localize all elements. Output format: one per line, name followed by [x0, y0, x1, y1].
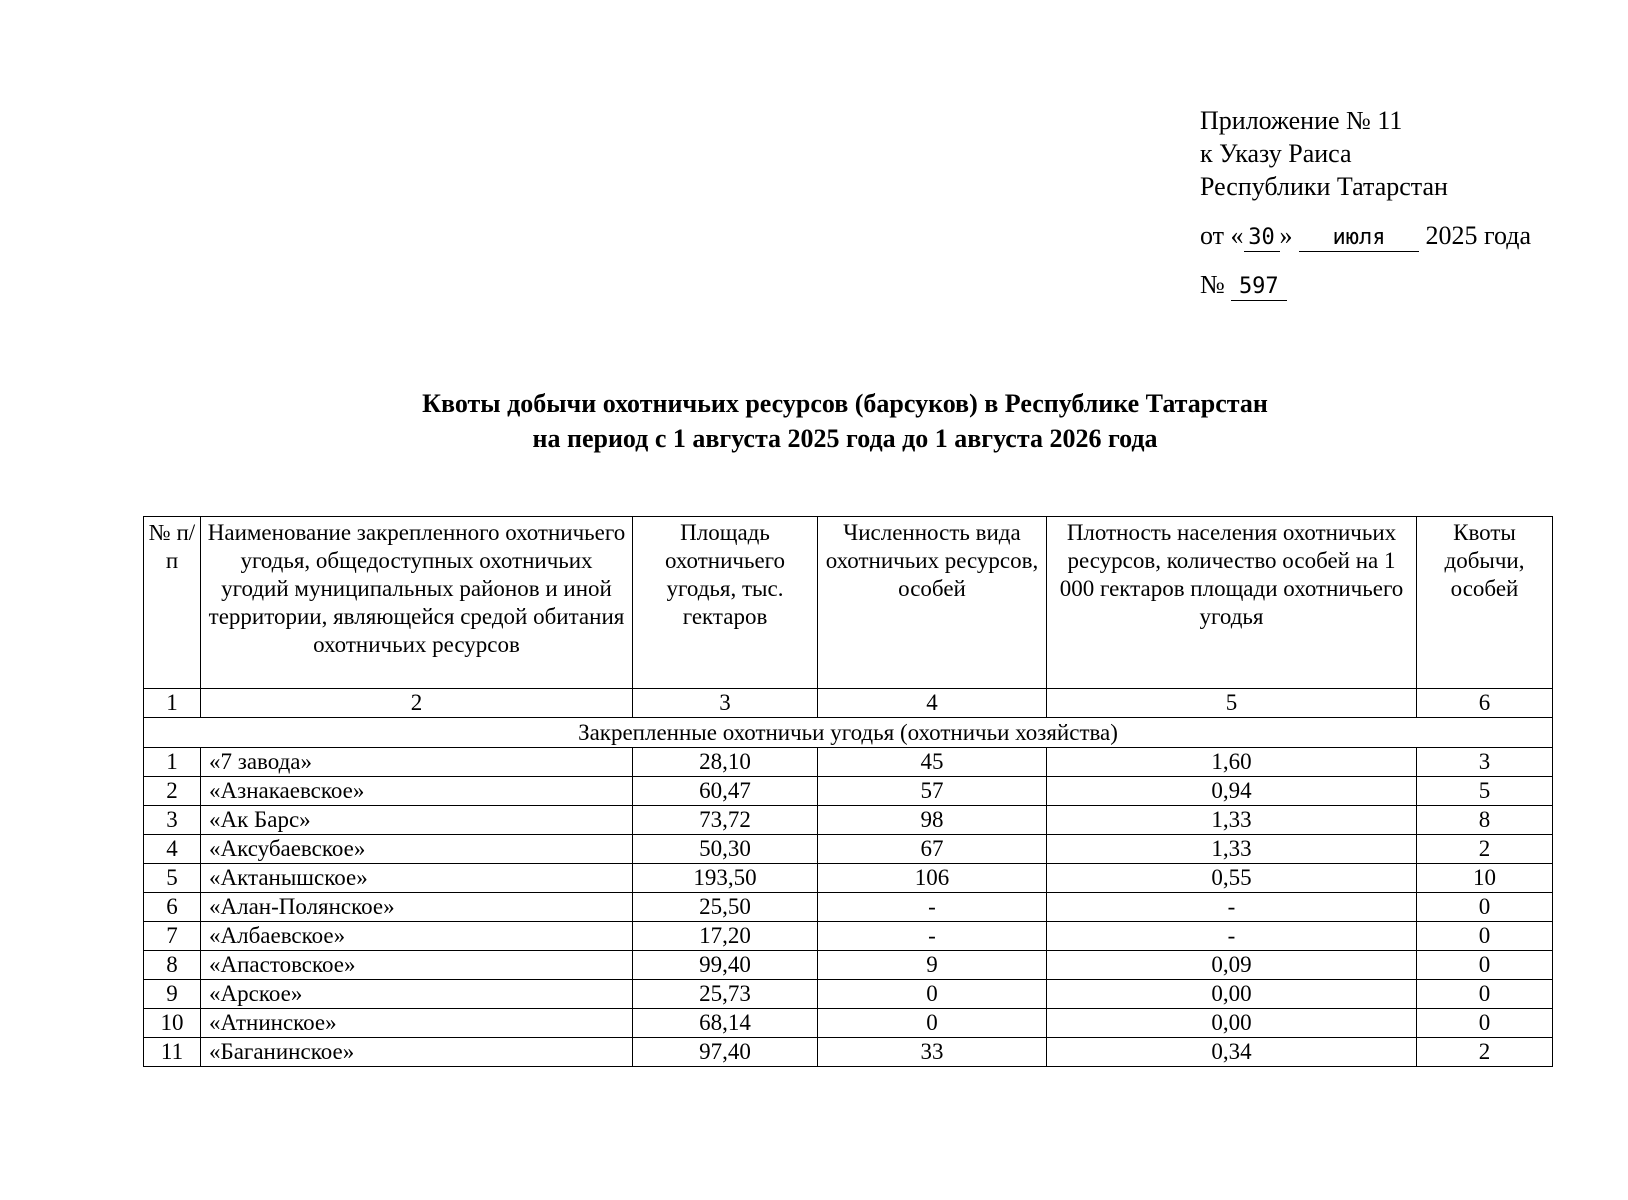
population-value: 57 — [818, 777, 1047, 806]
header-number: № п/п — [144, 517, 201, 689]
row-number: 4 — [144, 835, 201, 864]
section-title: Закрепленные охотничьи угодья (охотничьи хозяйства) — [144, 718, 1553, 748]
density-value: 0,00 — [1047, 1009, 1417, 1038]
title-line-2: на период с 1 августа 2025 года до 1 августа 2026 года — [532, 424, 1158, 453]
header-name: Наименование закрепленного охотничьего угодья, общедоступных охотничьих угодий муниципальных районов и иной территории, являющейся средой обитания охотничьих ресурсов — [201, 517, 633, 689]
row-number: 9 — [144, 980, 201, 1009]
quota-value: 10 — [1417, 864, 1553, 893]
population-value: 0 — [818, 1009, 1047, 1038]
density-value: 0,34 — [1047, 1038, 1417, 1067]
table-row — [144, 864, 1553, 893]
area-value: 97,40 — [633, 1038, 818, 1067]
table-row — [144, 893, 1553, 922]
row-number: 2 — [144, 777, 201, 806]
annex-number — [1200, 268, 1531, 301]
quota-value: 8 — [1417, 806, 1553, 835]
density-value: 0,55 — [1047, 864, 1417, 893]
area-value: 50,30 — [633, 835, 818, 864]
population-value: 98 — [818, 806, 1047, 835]
row-number: 8 — [144, 951, 201, 980]
decree-number: 597 — [1231, 274, 1287, 301]
column-number: 3 — [633, 689, 818, 718]
population-value: 45 — [818, 748, 1047, 777]
date-prefix: от « — [1200, 221, 1244, 250]
quota-value: 5 — [1417, 777, 1553, 806]
population-value: 9 — [818, 951, 1047, 980]
document-title — [0, 386, 1628, 456]
table-row — [144, 835, 1553, 864]
quota-value: 0 — [1417, 922, 1553, 951]
table-row — [144, 777, 1553, 806]
table-row — [144, 1009, 1553, 1038]
row-number: 11 — [144, 1038, 201, 1067]
area-value: 25,50 — [633, 893, 818, 922]
table-row — [144, 748, 1553, 777]
density-value: - — [1047, 893, 1417, 922]
annex-date — [1200, 219, 1531, 252]
population-value: 67 — [818, 835, 1047, 864]
density-value: 0,09 — [1047, 951, 1417, 980]
column-number: 6 — [1417, 689, 1553, 718]
density-value: 0,94 — [1047, 777, 1417, 806]
population-value: 106 — [818, 864, 1047, 893]
density-value: 1,33 — [1047, 835, 1417, 864]
annex-line-3: Республики Татарстан — [1200, 172, 1448, 201]
table-row — [144, 922, 1553, 951]
area-value: 28,10 — [633, 748, 818, 777]
row-number: 3 — [144, 806, 201, 835]
hunting-ground-name: «Албаевское» — [201, 922, 633, 951]
hunting-ground-name: «Аксубаевское» — [201, 835, 633, 864]
hunting-ground-name: «Баганинское» — [201, 1038, 633, 1067]
header-area: Площадь охотничьего угодья, тыс. гектаров — [633, 517, 818, 689]
row-number: 7 — [144, 922, 201, 951]
area-value: 25,73 — [633, 980, 818, 1009]
row-number: 1 — [144, 748, 201, 777]
area-value: 73,72 — [633, 806, 818, 835]
quota-value: 0 — [1417, 1009, 1553, 1038]
row-number: 10 — [144, 1009, 201, 1038]
area-value: 99,40 — [633, 951, 818, 980]
column-number: 1 — [144, 689, 201, 718]
row-number: 5 — [144, 864, 201, 893]
table-row — [144, 980, 1553, 1009]
hunting-ground-name: «7 завода» — [201, 748, 633, 777]
table-row — [144, 951, 1553, 980]
area-value: 193,50 — [633, 864, 818, 893]
date-year: 2025 года — [1425, 221, 1532, 250]
row-number: 6 — [144, 893, 201, 922]
title-line-1: Квоты добычи охотничьих ресурсов (барсуков) в Республике Татарстан — [422, 389, 1268, 418]
table-header-row — [144, 517, 1553, 689]
column-number: 2 — [201, 689, 633, 718]
date-month: июля — [1299, 225, 1419, 252]
population-value: - — [818, 893, 1047, 922]
date-mid: » — [1279, 221, 1293, 250]
hunting-ground-name: «Азнакаевское» — [201, 777, 633, 806]
density-value: - — [1047, 922, 1417, 951]
density-value: 1,33 — [1047, 806, 1417, 835]
header-quota: Квоты добычи, особей — [1417, 517, 1553, 689]
section-row — [144, 718, 1553, 748]
header-count: Численность вида охотничьих ресурсов, особей — [818, 517, 1047, 689]
area-value: 60,47 — [633, 777, 818, 806]
date-day: 30 — [1244, 225, 1280, 252]
hunting-ground-name: «Апастовское» — [201, 951, 633, 980]
annex-block — [1200, 104, 1531, 301]
quota-value: 0 — [1417, 951, 1553, 980]
table-row — [144, 1038, 1553, 1067]
number-prefix: № — [1200, 270, 1225, 299]
hunting-ground-name: «Ак Барс» — [201, 806, 633, 835]
area-value: 17,20 — [633, 922, 818, 951]
column-number: 4 — [818, 689, 1047, 718]
population-value: 33 — [818, 1038, 1047, 1067]
density-value: 1,60 — [1047, 748, 1417, 777]
annex-line-2: к Указу Раиса — [1200, 139, 1352, 168]
area-value: 68,14 — [633, 1009, 818, 1038]
column-number-row — [144, 689, 1553, 718]
hunting-ground-name: «Актанышское» — [201, 864, 633, 893]
annex-line-1: Приложение № 11 — [1200, 106, 1403, 135]
header-density: Плотность населения охотничьих ресурсов, количество особей на 1 000 гектаров площади охотничьего угодья — [1047, 517, 1417, 689]
hunting-ground-name: «Арское» — [201, 980, 633, 1009]
column-number: 5 — [1047, 689, 1417, 718]
quota-value: 0 — [1417, 980, 1553, 1009]
hunting-ground-name: «Алан-Полянское» — [201, 893, 633, 922]
quota-value: 3 — [1417, 748, 1553, 777]
hunting-ground-name: «Атнинское» — [201, 1009, 633, 1038]
population-value: 0 — [818, 980, 1047, 1009]
population-value: - — [818, 922, 1047, 951]
quota-value: 0 — [1417, 893, 1553, 922]
quota-table — [143, 516, 1553, 1067]
quota-value: 2 — [1417, 835, 1553, 864]
quota-value: 2 — [1417, 1038, 1553, 1067]
table-row — [144, 806, 1553, 835]
density-value: 0,00 — [1047, 980, 1417, 1009]
